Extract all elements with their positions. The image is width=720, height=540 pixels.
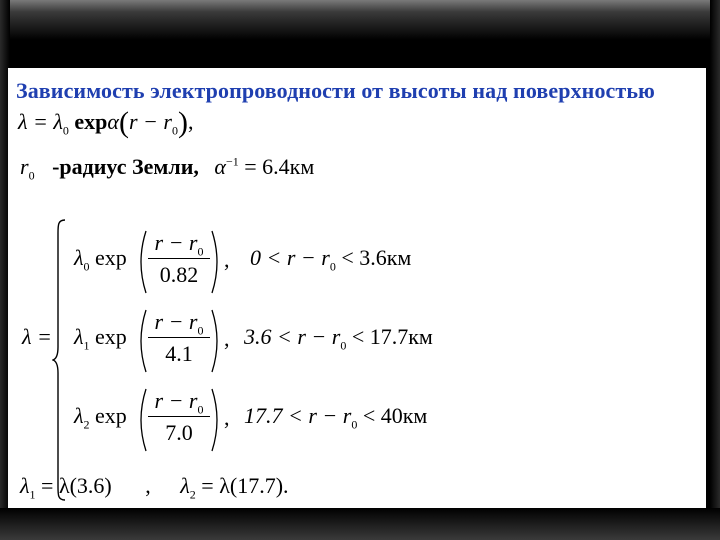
row1-fraction: $r - r_0$ 4.1 bbox=[148, 308, 210, 369]
main-formula bbox=[18, 106, 193, 140]
main-formula-rparen: ) bbox=[177, 106, 188, 139]
row2-comma: , bbox=[224, 405, 230, 430]
row1-comma: , bbox=[224, 326, 230, 351]
earth-radius-line bbox=[20, 154, 314, 183]
piecewise-lhs: λ = bbox=[22, 324, 52, 349]
main-formula-lhs-sub: 0 bbox=[62, 123, 69, 138]
row0-condition: $0 < r - r_0 < 3.6км$ bbox=[250, 245, 412, 274]
row0-comma: , bbox=[224, 247, 230, 272]
row0-left-paren bbox=[134, 229, 148, 295]
main-formula-func: exp bbox=[68, 109, 108, 134]
row1-condition: $3.6 < r - r_0 < 17.7км$ bbox=[244, 324, 433, 353]
row2-lambda: $\lambda_2$ exp bbox=[74, 403, 127, 432]
lambda2-value: = λ(17.7) bbox=[195, 473, 284, 498]
alpha-exponent: −1 bbox=[225, 154, 239, 169]
alpha-symbol: α bbox=[214, 154, 226, 179]
alpha-value: = 6.4км bbox=[238, 154, 315, 179]
main-formula-lhs: λ = λ bbox=[18, 109, 63, 134]
left-brace-icon bbox=[52, 219, 66, 501]
row2-condition: $17.7 < r - r_0 < 40км$ bbox=[244, 403, 428, 432]
piecewise-row-1 bbox=[68, 304, 688, 378]
row2-fraction: $r - r_0$ 7.0 bbox=[148, 387, 210, 448]
boundary-values-line bbox=[20, 473, 289, 502]
row1-right-paren bbox=[210, 308, 224, 374]
piecewise-row-0 bbox=[68, 225, 688, 299]
row1-left-paren bbox=[134, 308, 148, 374]
main-formula-arg-sub: 0 bbox=[171, 123, 178, 138]
lambda2-sub: 2 bbox=[189, 487, 196, 502]
lambda1-symbol: λ bbox=[20, 473, 30, 498]
main-formula-arg: r − r bbox=[128, 109, 172, 134]
frame-shade-bottom bbox=[0, 508, 720, 540]
r0-symbol-sub: 0 bbox=[28, 168, 35, 183]
main-formula-end: , bbox=[187, 109, 194, 134]
slide-content bbox=[8, 68, 706, 508]
row1-lambda: $\lambda_1$ exp bbox=[74, 324, 127, 353]
main-formula-alpha: α bbox=[107, 109, 119, 134]
row2-left-paren bbox=[134, 387, 148, 453]
slide-title: Зависимость электропроводности от высоты над поверхностью bbox=[16, 78, 655, 103]
row0-fraction: $r - r_0$ 0.82 bbox=[148, 229, 210, 290]
lambda1-value: = λ(3.6) bbox=[35, 473, 112, 498]
row0-lambda: $\lambda_0$ exp bbox=[74, 245, 127, 274]
boundary-end: . bbox=[283, 473, 289, 498]
row2-right-paren bbox=[210, 387, 224, 453]
frame-shade-right bbox=[710, 0, 720, 540]
boundary-separator: , bbox=[145, 473, 151, 498]
lambda1-sub: 1 bbox=[29, 487, 36, 502]
main-formula-lparen: ( bbox=[118, 106, 129, 139]
lambda2-symbol: λ bbox=[180, 473, 190, 498]
row0-right-paren bbox=[210, 229, 224, 295]
r0-symbol: r bbox=[20, 154, 29, 179]
piecewise-row-2 bbox=[68, 383, 688, 457]
earth-radius-desc: -радиус Земли, bbox=[52, 154, 199, 179]
